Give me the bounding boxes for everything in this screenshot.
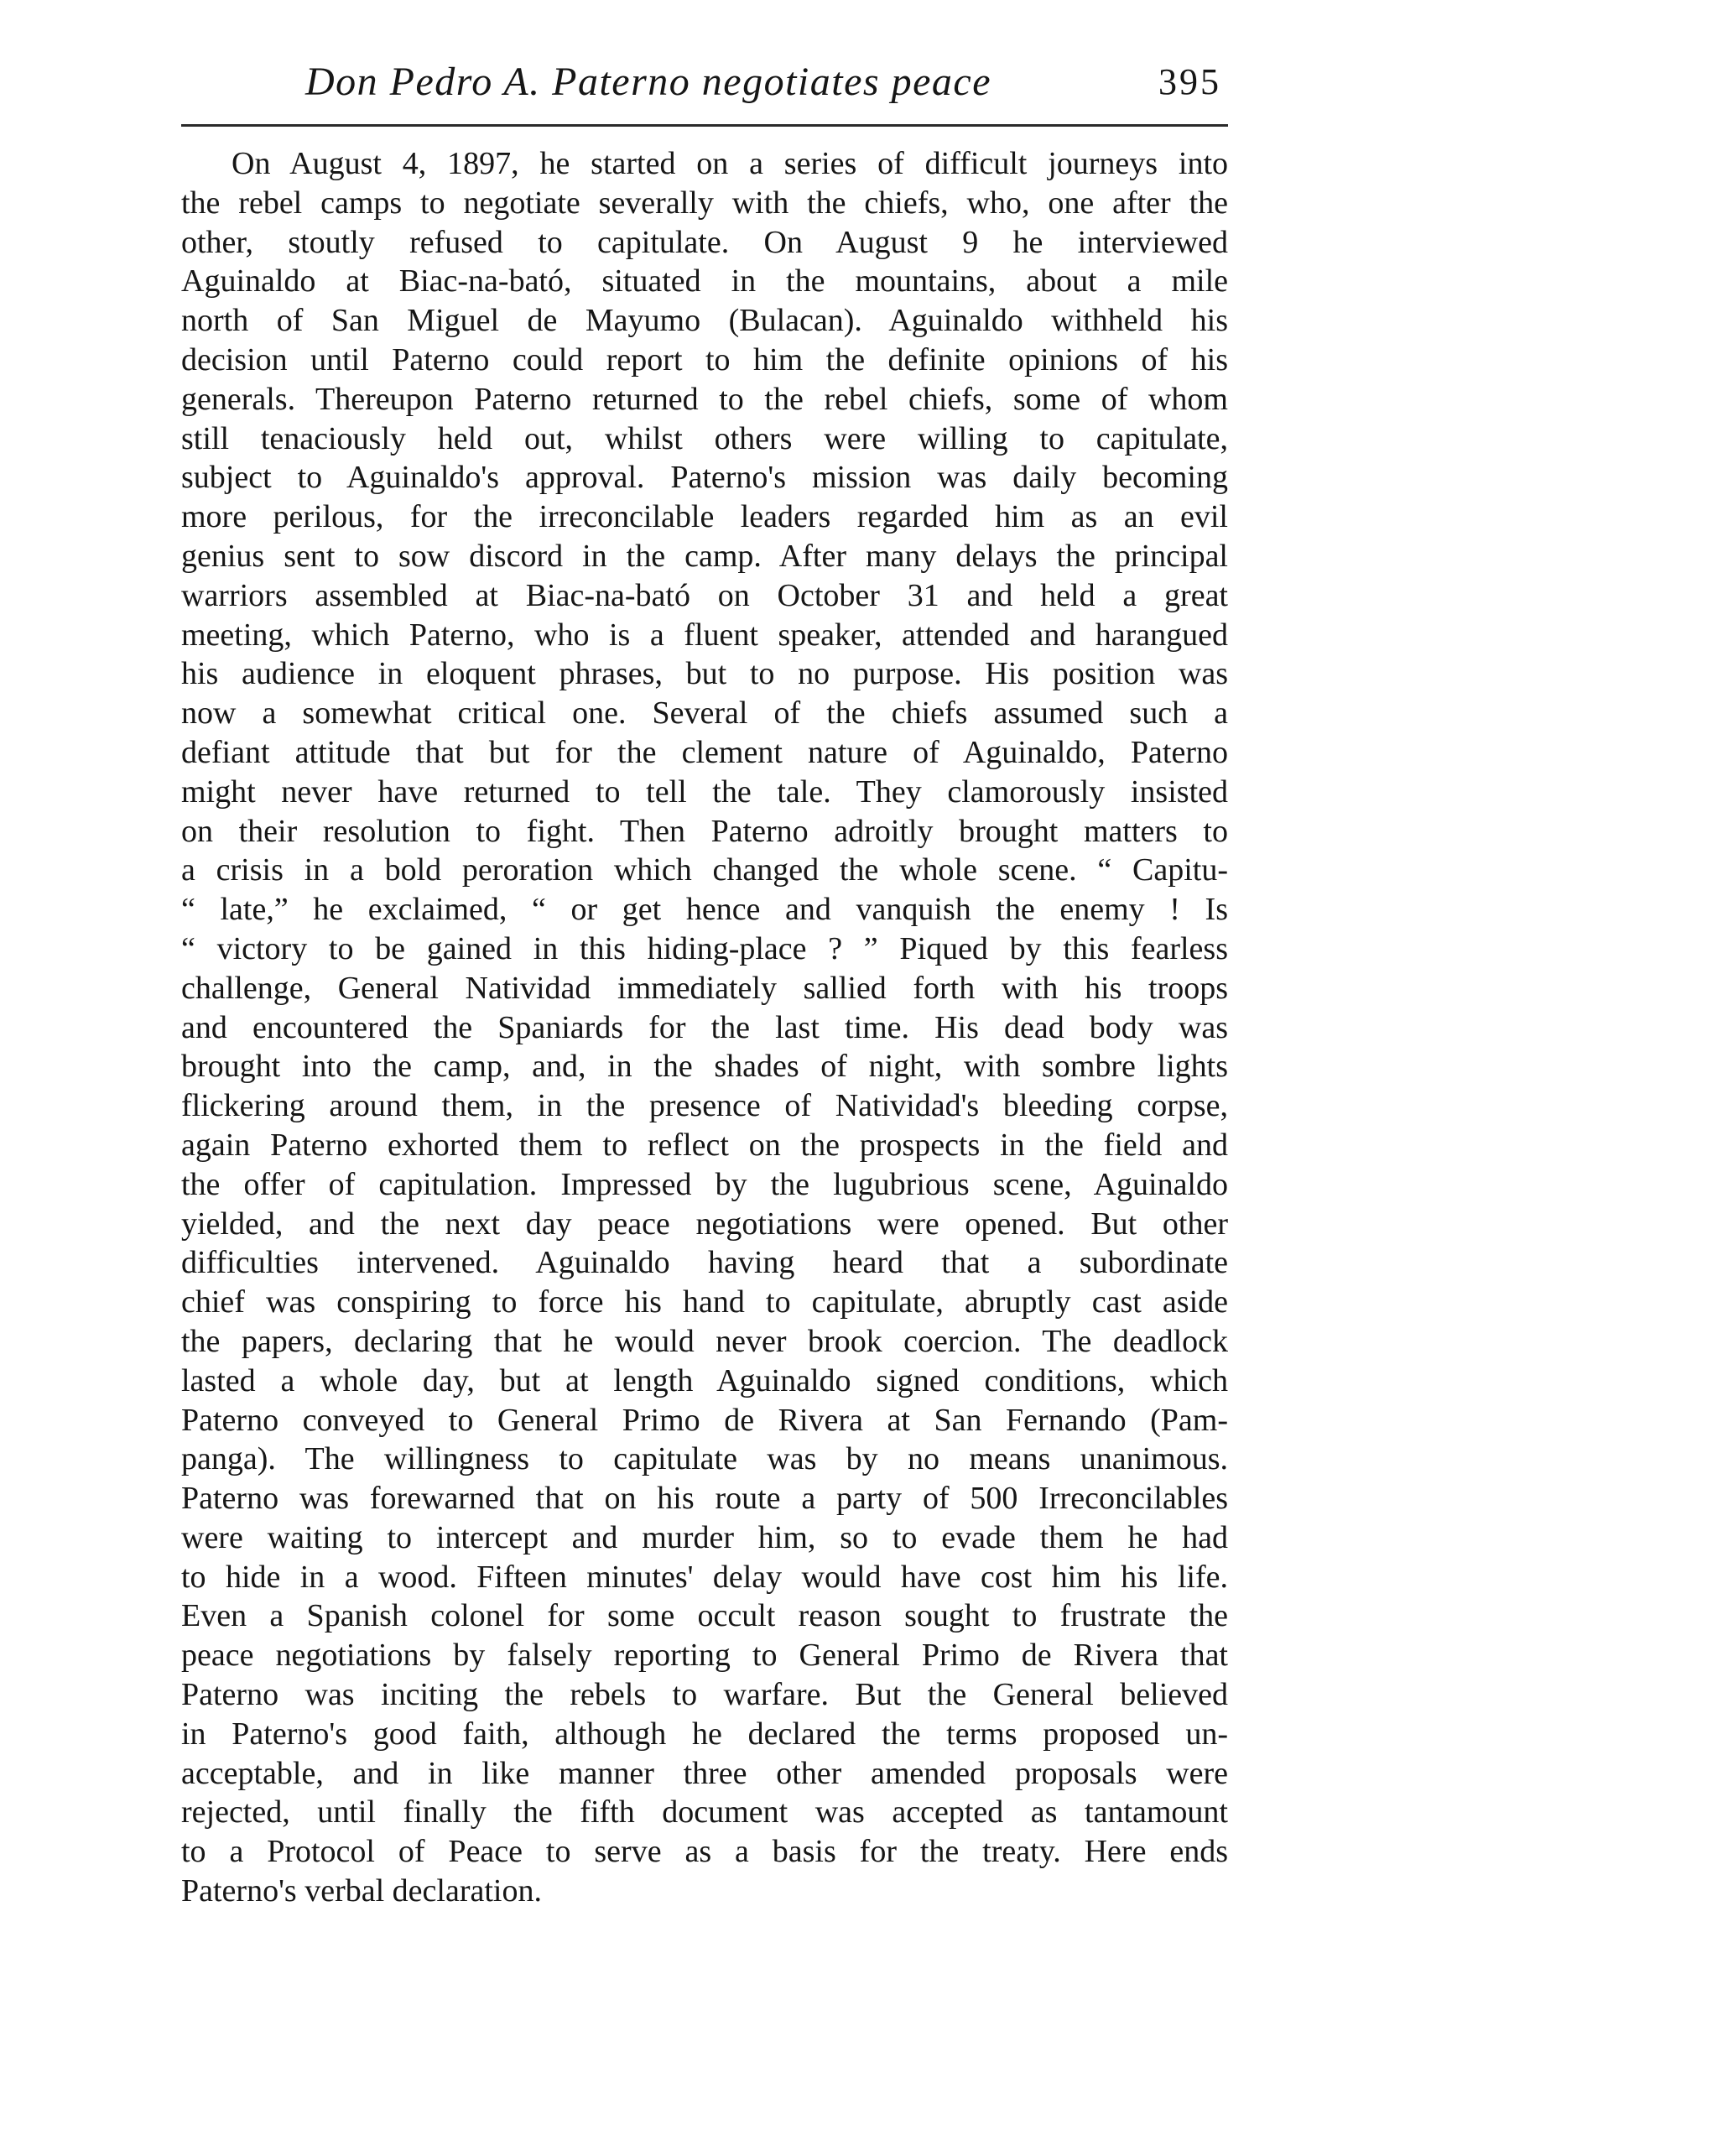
text-line: the offer of capitulation. Impressed by the lugubrious scene, Aguinaldo bbox=[181, 1166, 1228, 1202]
header-rule bbox=[181, 124, 1228, 127]
text-line: still tenaciously held out, whilst others were willing to capitulate, bbox=[181, 420, 1228, 456]
running-title: Don Pedro A. Paterno negotiates peace bbox=[305, 60, 991, 104]
text-line: acceptable, and in like manner three other amended proposals were bbox=[181, 1755, 1228, 1791]
text-line: difficulties intervened. Aguinaldo having heard that a subordinate bbox=[181, 1245, 1228, 1281]
text-line: north of San Miguel de Mayumo (Bulacan). Aguinaldo withheld his bbox=[181, 303, 1228, 339]
text-line: decision until Paterno could report to him the definite opinions of his bbox=[181, 341, 1228, 378]
text-line: lasted a whole day, but at length Aguinaldo signed conditions, which bbox=[181, 1362, 1228, 1398]
text-line: flickering around them, in the presence of Natividad's bleeding corpse, bbox=[181, 1088, 1228, 1124]
text-line: challenge, General Natividad immediately sallied forth with his troops bbox=[181, 970, 1228, 1006]
text-line: to hide in a wood. Fifteen minutes' delay would have cost him his life. bbox=[181, 1559, 1228, 1595]
text-line: panga). The willingness to capitulate was by no means unanimous. bbox=[181, 1441, 1228, 1477]
text-line: generals. Thereupon Paterno returned to the rebel chiefs, some of whom bbox=[181, 381, 1228, 417]
text-line: genius sent to sow discord in the camp. After many delays the principal bbox=[181, 538, 1228, 574]
text-line: Paterno's verbal declaration. bbox=[181, 1873, 542, 1909]
text-line: Even a Spanish colonel for some occult reason sought to frustrate the bbox=[181, 1598, 1228, 1634]
text-line: “ late,” he exclaimed, “ or get hence and vanquish the enemy ! Is bbox=[181, 892, 1228, 928]
page-number: 395 bbox=[1158, 61, 1221, 102]
text-line: Aguinaldo at Biac-na-bató, situated in the mountains, about a mile bbox=[181, 263, 1228, 299]
running-head bbox=[181, 55, 1228, 122]
text-line: chief was conspiring to force his hand to capitulate, abruptly cast aside bbox=[181, 1284, 1228, 1320]
text-line: defiant attitude that but for the clement nature of Aguinaldo, Paterno bbox=[181, 734, 1228, 770]
text-line: Paterno was forewarned that on his route a party of 500 Irreconcilables bbox=[181, 1481, 1228, 1517]
text-line: on their resolution to fight. Then Paterno adroitly brought matters to bbox=[181, 813, 1228, 849]
text-line: Paterno was inciting the rebels to warfare. But the General believed bbox=[181, 1677, 1228, 1713]
text-line: in Paterno's good faith, although he declared the terms proposed un- bbox=[181, 1716, 1228, 1752]
text-line: his audience in eloquent phrases, but to no purpose. His position was bbox=[181, 656, 1228, 692]
text-line: and encountered the Spaniards for the last time. His dead body was bbox=[181, 1009, 1228, 1045]
text-line: now a somewhat critical one. Several of the chiefs assumed such a bbox=[181, 695, 1228, 732]
text-line: warriors assembled at Biac-na-bató on October 31 and held a great bbox=[181, 577, 1228, 613]
text-line: other, stoutly refused to capitulate. On August 9 he interviewed bbox=[181, 224, 1228, 260]
text-line: “ victory to be gained in this hiding-place ? ” Piqued by this fearless bbox=[181, 930, 1228, 966]
text-line: to a Protocol of Peace to serve as a basis for the treaty. Here ends bbox=[181, 1834, 1228, 1870]
text-line: brought into the camp, and, in the shades of night, with sombre lights bbox=[181, 1049, 1228, 1085]
text-line: a crisis in a bold peroration which changed the whole scene. “ Capitu- bbox=[181, 852, 1228, 888]
text-line: peace negotiations by falsely reporting to General Primo de Rivera that bbox=[181, 1638, 1228, 1674]
text-line: the rebel camps to negotiate severally with the chiefs, who, one after the bbox=[181, 185, 1228, 221]
text-line: might never have returned to tell the tale. They clamorously insisted bbox=[181, 773, 1228, 810]
text-line: rejected, until finally the fifth document was accepted as tantamount bbox=[181, 1794, 1228, 1831]
text-line: the papers, declaring that he would never brook coercion. The deadlock bbox=[181, 1323, 1228, 1359]
text-line: Paterno conveyed to General Primo de Rivera at San Fernando (Pam- bbox=[181, 1402, 1228, 1438]
text-line: subject to Aguinaldo's approval. Paterno's mission was daily becoming bbox=[181, 460, 1228, 496]
text-line: On August 4, 1897, he started on a series of difficult journeys into bbox=[232, 146, 1228, 181]
text-line: again Paterno exhorted them to reflect on the prospects in the field and bbox=[181, 1127, 1228, 1163]
body-paragraph bbox=[181, 144, 1228, 1911]
text-line: more perilous, for the irreconcilable leaders regarded him as an evil bbox=[181, 499, 1228, 535]
text-line: were waiting to intercept and murder him, so to evade them he had bbox=[181, 1519, 1228, 1555]
text-line: yielded, and the next day peace negotiations were opened. But other bbox=[181, 1206, 1228, 1242]
text-line: meeting, which Paterno, who is a fluent speaker, attended and harangued bbox=[181, 617, 1228, 653]
